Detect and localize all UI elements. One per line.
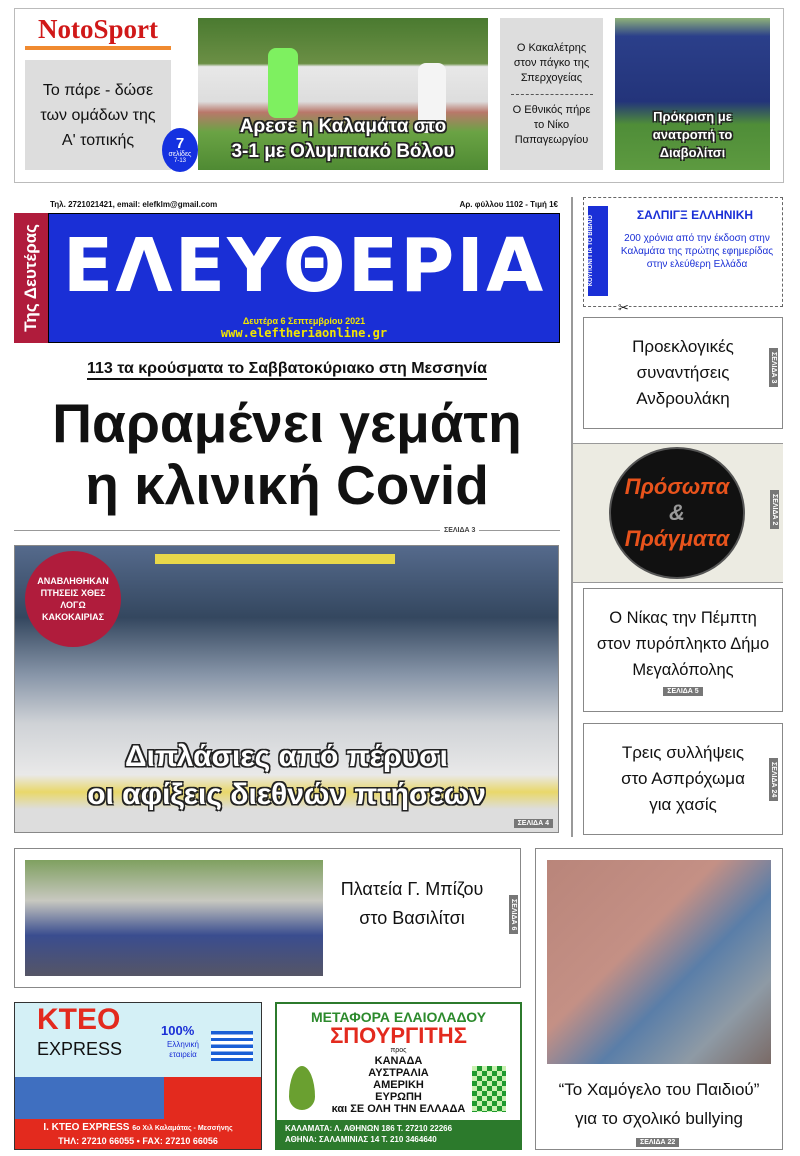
side-label-text: Της Δευτέρας: [21, 224, 40, 332]
headline-line: οι αφίξεις διεθνών πτήσεων: [87, 778, 486, 811]
page-ref: ΣΕΛΙΔΑ 22: [636, 1138, 679, 1147]
ad-destination: ΑΥΣΤΡΑΛΙΑ: [368, 1067, 429, 1079]
ad-percent-sub: Ελληνική εταιρεία: [166, 1040, 199, 1059]
logo-underline: [25, 46, 171, 50]
page-ref: ΣΕΛΙΔΑ 3: [440, 527, 479, 534]
child-photo: [547, 860, 771, 1064]
badge-word: σελίδες: [168, 151, 192, 158]
ad-footer-bar: [277, 1120, 520, 1148]
headline-line: Αρεσε η Καλαμάτα στο: [239, 116, 447, 137]
dashed-divider: [511, 94, 593, 95]
logo-amp: &: [669, 500, 685, 525]
football-photo[interactable]: [198, 18, 488, 170]
page-ref: ΣΕΛΙΔΑ 24: [769, 758, 778, 801]
logo-text: NotoSport: [38, 14, 158, 44]
coupon-side-label: ΚΟΥΠΟΝΙ ΓΙΑ ΤΟ ΒΙΒΛΙΟ: [588, 215, 594, 287]
story-link[interactable]: Ο Κακαλέτρης στον πάγκο της Σπερχογείας: [513, 41, 590, 84]
people-things-logo: [609, 447, 745, 579]
page-ref: ΣΕΛΙΔΑ 3: [769, 348, 778, 387]
airport-badge: [25, 551, 121, 647]
ad-brand: EXPRESS: [37, 1039, 123, 1059]
coupon-title: ΣΑΛΠΙΓΞ ΕΛΛΗΝΙΚΗ: [636, 208, 754, 222]
child-headline: [536, 1075, 782, 1133]
sport-main-headline: [198, 114, 488, 164]
goalkeeper-shape: [268, 48, 298, 118]
ceremony-photo: [25, 860, 323, 976]
side-story[interactable]: [583, 588, 783, 712]
badge-number: 7: [175, 135, 185, 152]
page-ref: ΣΕΛΙΔΑ 2: [770, 490, 779, 529]
badge-pages: 7-13: [173, 158, 186, 164]
scissors-icon: ✂: [618, 300, 629, 315]
pages-badge: [162, 128, 198, 172]
ad-footer: 6ο Χιλ Καλαμάτας - Μεσσήνης: [132, 1125, 233, 1132]
team-headline: Πρόκριση με ανατροπή το Διαβολίτσι: [652, 109, 733, 160]
issue-info: Αρ. φύλλου 1102 - Τιμή 1€: [459, 200, 558, 209]
ad-address: ΑΘΗΝΑ: ΣΑΛΑΜΙΝΙΑΣ 14 Τ. 210 3464640: [285, 1135, 437, 1144]
story-link[interactable]: Ο Εθνικός πήρε το Νίκο Παπαγεωργίου: [512, 103, 591, 146]
airport-headline: [15, 738, 558, 814]
sport-mid-stories: [500, 18, 603, 170]
page-ref: ΣΕΛΙΔΑ 5: [663, 687, 702, 696]
page-ref: ΣΕΛΙΔΑ 6: [509, 895, 518, 934]
ad-destination: ΑΜΕΡΙΚΗ: [373, 1079, 424, 1091]
coupon-text: 200 χρόνια από την έκδοση στην Καλαμάτα της πρώτης εφημερίδας στην ελεύθερη Ελλάδα: [620, 233, 774, 270]
newspaper-title: ΕΛΕΥΘΕΡΙΑ: [62, 223, 546, 309]
masthead[interactable]: [48, 213, 560, 343]
building-graphic: [15, 1077, 262, 1119]
airport-photo[interactable]: [14, 545, 559, 833]
ad-destination: ΚΑΝΑΔΑ: [374, 1055, 423, 1067]
headline-line: Παραμένει γεμάτη: [52, 392, 522, 454]
notosport-logo[interactable]: [25, 14, 171, 54]
greek-flag-icon: [211, 1031, 253, 1061]
sport-left-story[interactable]: [25, 60, 171, 170]
logo-line: Πρόσωπα: [624, 474, 730, 499]
lead-kicker: [14, 360, 560, 378]
story-text: Πλατεία Γ. Μπίζου στο Βασιλίτσι: [340, 879, 484, 928]
story-text: Το πάρε - δώσε των ομάδων της Α' τοπικής: [40, 81, 156, 149]
contact-line: Τηλ. 2721021421, email: elefklm@gmail.com: [50, 200, 218, 209]
kicker-text[interactable]: 113 τα κρούσματα το Σαββατοκύριακο στη Μεσσηνία: [87, 360, 487, 380]
coupon-side-strip: [588, 206, 608, 296]
ad-destination: ΕΥΡΩΠΗ: [375, 1091, 422, 1103]
people-things-band[interactable]: [573, 443, 783, 583]
ad-footer: Ι. ΚΤΕΟ EXPRESS: [43, 1122, 130, 1133]
ad-title: ΜΕΤΑΦΟΡΑ ΕΛΑΙΟΛΑΔΟΥ: [310, 1009, 487, 1025]
badge-text: ΑΝΑΒΛΗΘΗΚΑΝ ΠΤΗΣΕΙΣ ΧΘΕΣ ΛΟΓΩ ΚΑΚΟΚΑΙΡΙΑΣ: [37, 576, 109, 622]
ad-kteo-express[interactable]: [14, 1002, 262, 1150]
side-story[interactable]: [583, 723, 783, 835]
headline-line: Διπλάσιες από πέρυσι: [125, 740, 448, 773]
headline-line: 3-1 με Ολυμπιακό Βόλου: [231, 141, 455, 162]
masthead-side-label: [14, 213, 48, 343]
ad-text: προς: [390, 1047, 407, 1054]
website-link[interactable]: www.eleftheriaonline.gr: [220, 326, 388, 340]
lead-headline[interactable]: [14, 392, 560, 516]
headline-line: “Το Χαμόγελο του Παιδιού”: [558, 1080, 760, 1099]
book-coupon[interactable]: [583, 197, 783, 315]
ad-destination: και ΣΕ ΟΛΗ ΤΗΝ ΕΛΛΑΔΑ: [331, 1103, 466, 1115]
page-ref: ΣΕΛΙΔΑ 4: [514, 819, 553, 828]
ad-brand: ΣΠΟΥΡΓΙΤΗΣ: [330, 1023, 467, 1048]
side-story[interactable]: [583, 317, 783, 429]
headline-line: για το σχολικό bullying: [575, 1109, 743, 1128]
square-story[interactable]: [14, 848, 521, 988]
story-text: Ο Νίκας την Πέμπτη στον πυρόπληκτο Δήμο Μεγαλόπολης: [596, 608, 770, 679]
ad-olive-oil-transport[interactable]: [275, 1002, 522, 1150]
logo-line: Πράγματα: [624, 526, 730, 551]
ad-address: ΚΑΛΑΜΑΤΑ: Λ. ΑΘΗΝΩΝ 186 Τ. 27210 22266: [285, 1124, 453, 1133]
headline-line: η κλινική Covid: [85, 454, 489, 516]
story-text: Προεκλογικές συναντήσεις Ανδρουλάκη: [632, 337, 734, 408]
story-text: Τρεις συλλήψεις στο Ασπρόχωμα για χασίς: [621, 743, 745, 814]
ad-phone: ΤΗΛ: 27210 66055 • FAX: 27210 66056: [58, 1136, 218, 1146]
issue-date: Δευτέρα 6 Σεπτεμβρίου 2021: [242, 316, 366, 326]
child-story[interactable]: [535, 848, 783, 1150]
arrivals-sign: [155, 554, 395, 564]
ad-footer-bar: [15, 1119, 261, 1149]
team-photo[interactable]: [615, 18, 770, 170]
ad-brand: ΚΤΕΟ: [37, 1003, 121, 1036]
ad-percent: 100%: [161, 1023, 195, 1038]
oil-can-icon: [472, 1066, 506, 1112]
